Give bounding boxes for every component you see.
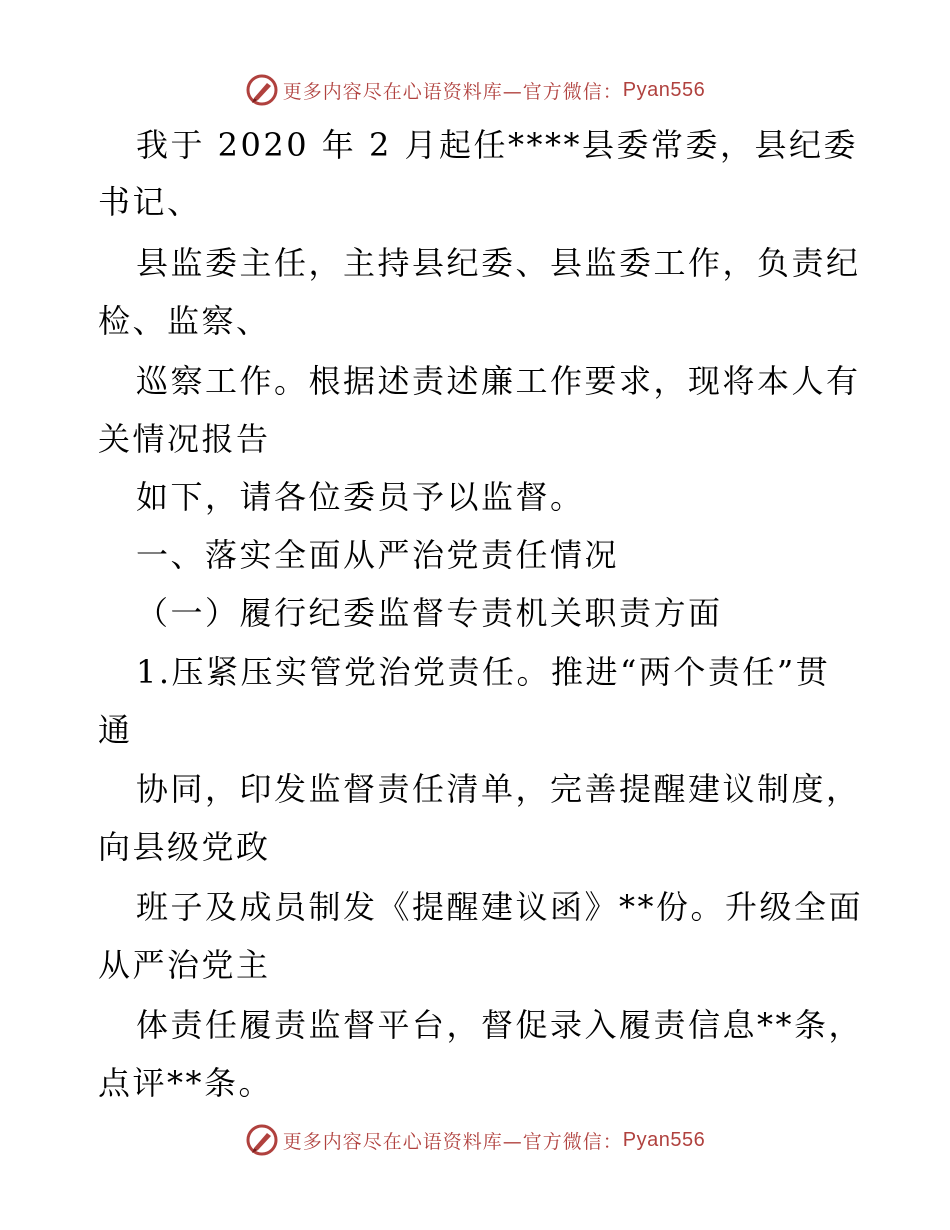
text-line: 如下，请各位委员予以监督。 [136, 478, 585, 516]
text-line: 体责任履责监督平台，督促录入履责信息**条， [136, 1006, 864, 1044]
watermark-text: 更多内容尽在心语资料库—官方微信： [282, 1130, 623, 1153]
pen-logo-icon [245, 73, 279, 107]
section-heading: 一、落实全面从严治党责任情况 [136, 536, 620, 574]
text-line: 关情况报告 [98, 420, 271, 458]
watermark-text: 更多内容尽在心语资料库—官方微信： [282, 80, 623, 103]
text-line: 从严治党主 [98, 946, 271, 984]
text-line: 班子及成员制发《提醒建议函》**份。升级全面 [136, 888, 864, 926]
footer-watermark [0, 1120, 950, 1160]
text-line: 通 [98, 711, 133, 749]
watermark-wechat-id: Pyan556 [622, 78, 706, 101]
text-line: 检、监察、 [98, 302, 271, 340]
text-line: 点评**条。 [98, 1064, 274, 1102]
text-line: 向县级党政 [98, 828, 271, 866]
pen-logo-icon [245, 1123, 279, 1157]
subsection-heading: （一）履行纪委监督专责机关职责方面 [136, 594, 723, 632]
text-line: 我于 2020 年 2 月起任****县委常委，县纪委 [136, 126, 858, 164]
text-line: 巡察工作。根据述责述廉工作要求，现将本人有 [136, 362, 861, 400]
watermark-wechat-id: Pyan556 [622, 1128, 706, 1151]
header-watermark [0, 70, 950, 110]
text-line: 书记、 [98, 183, 202, 221]
text-line: 县监委主任，主持县纪委、县监委工作，负责纪 [136, 244, 861, 282]
text-line: 协同，印发监督责任清单，完善提醒建议制度， [136, 770, 861, 808]
text-line: 1.压紧压实管党治党责任。推进“两个责任”贯 [136, 653, 831, 691]
